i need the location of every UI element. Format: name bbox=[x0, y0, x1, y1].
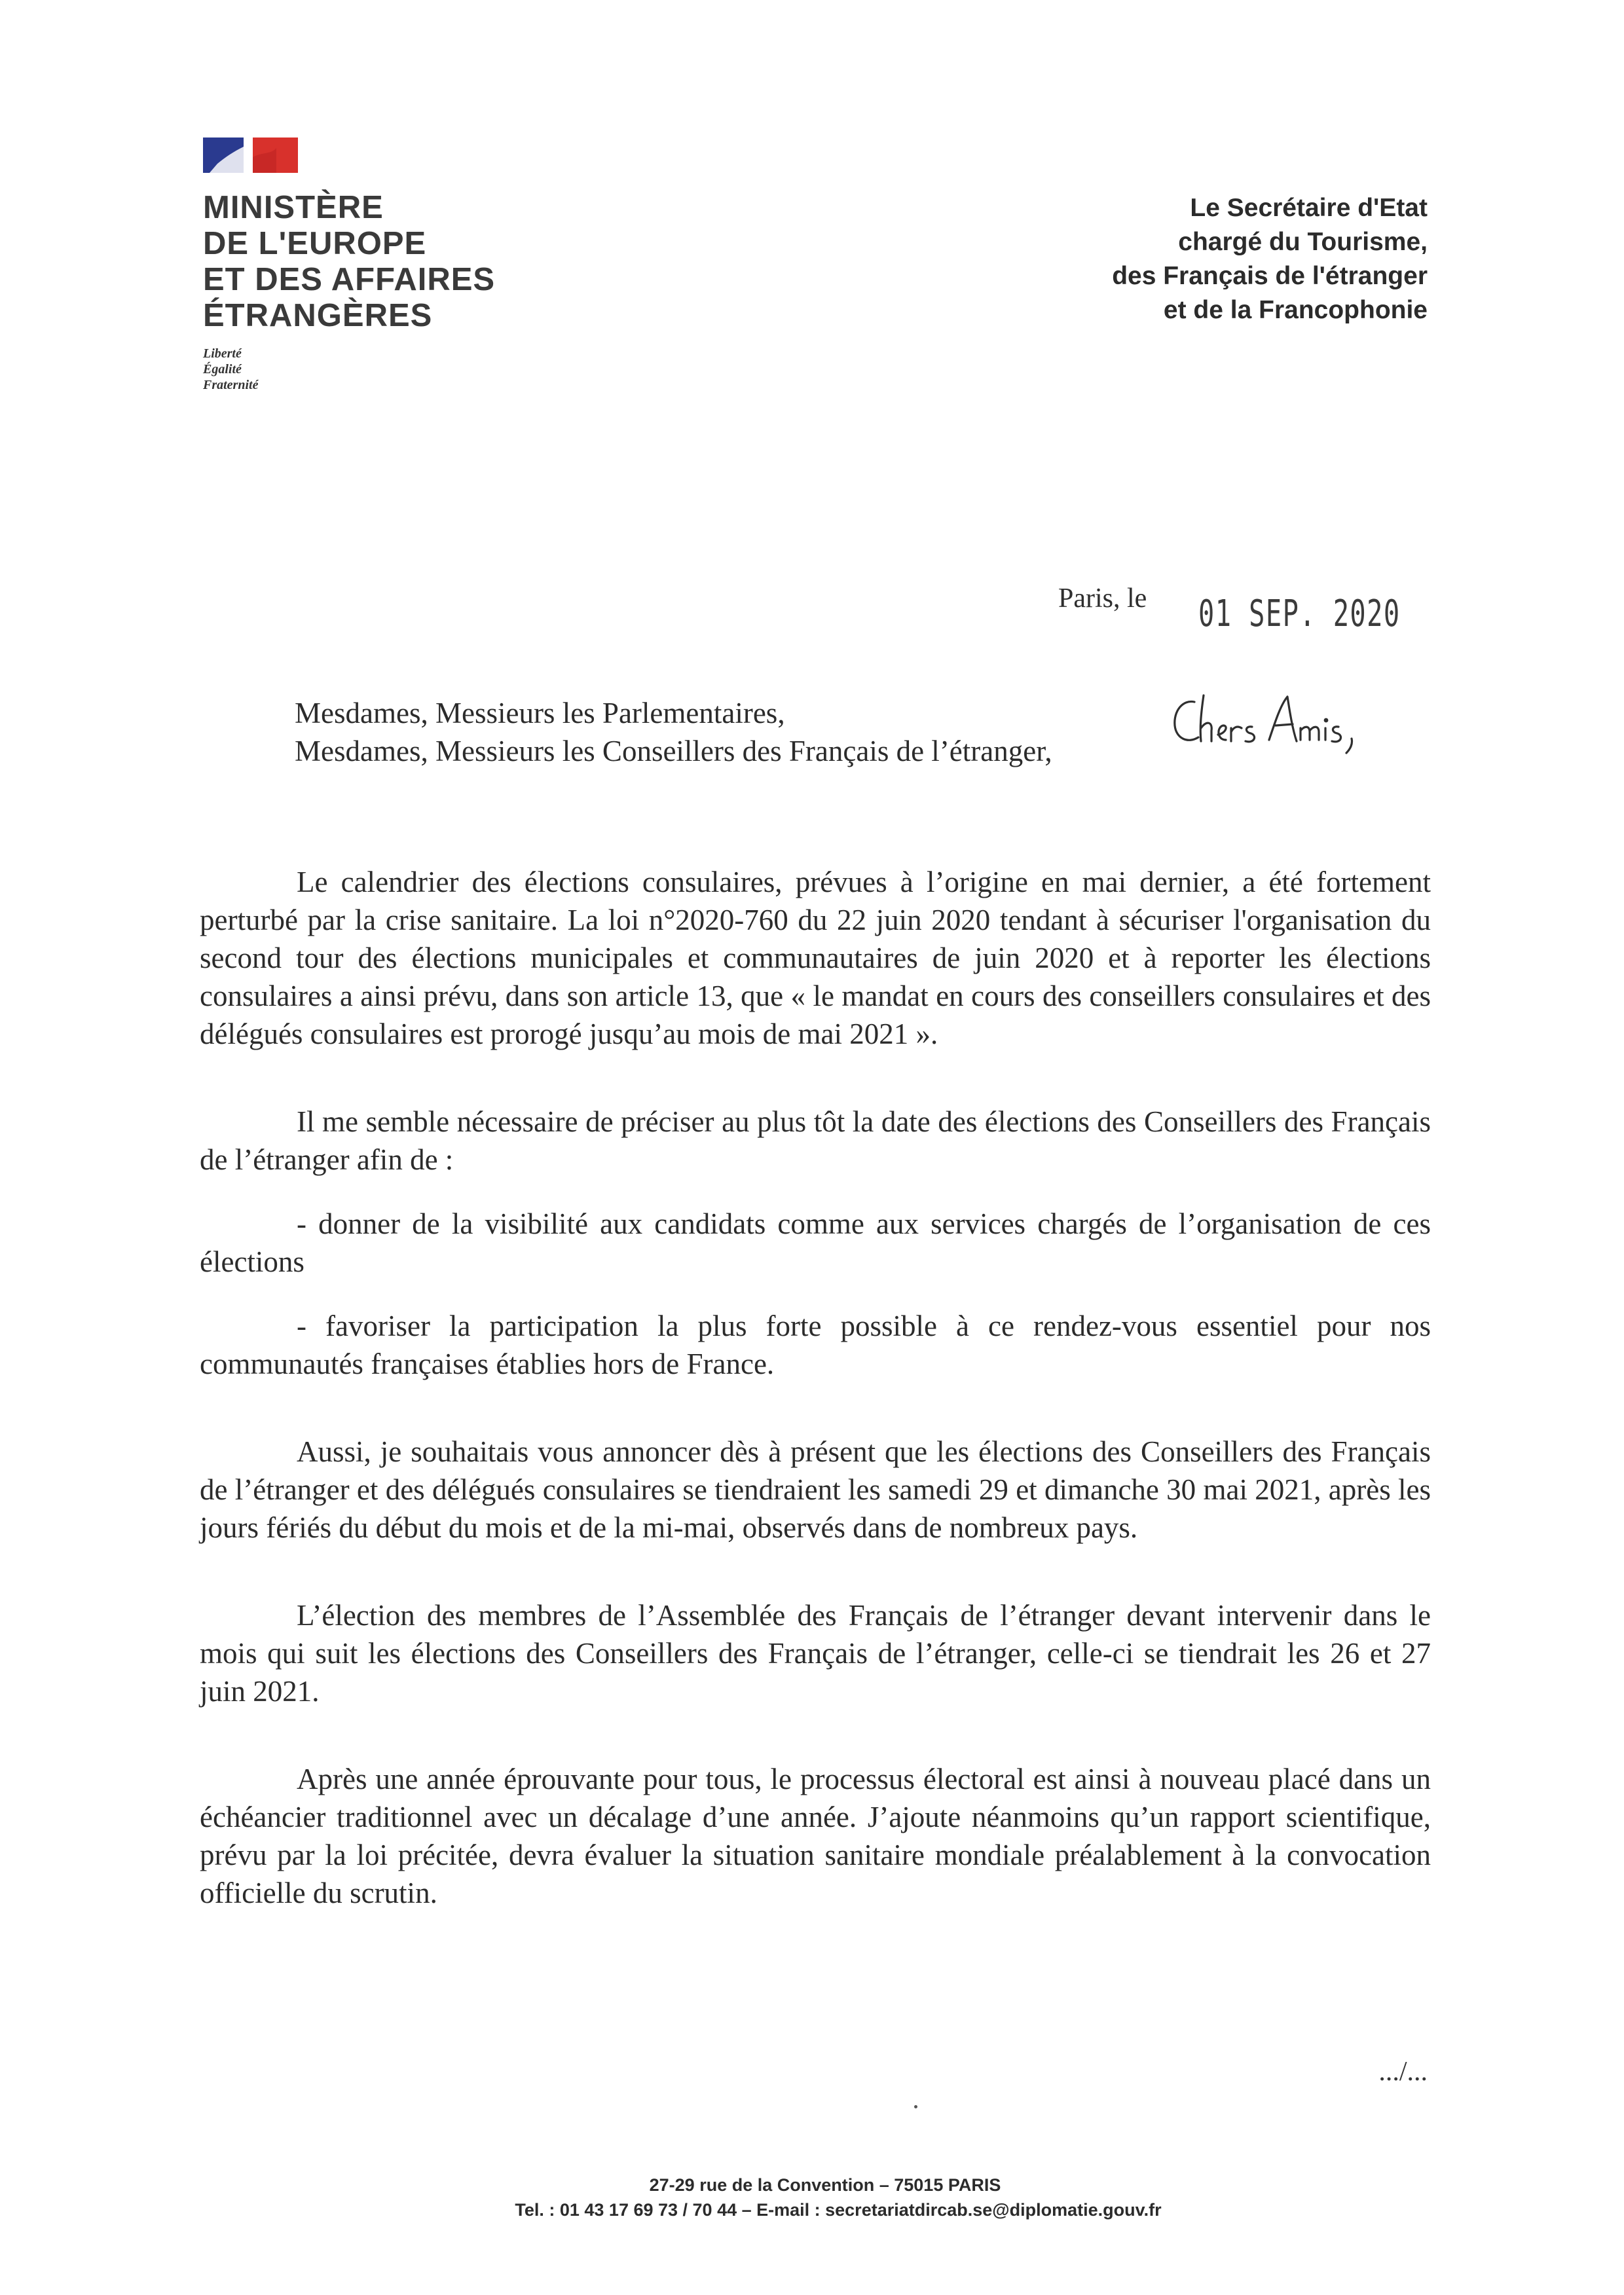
ministry-name-line: ÉTRANGÈRES bbox=[203, 298, 433, 333]
ministry-name-line: DE L'EUROPE bbox=[203, 226, 427, 261]
ministry-logo bbox=[203, 138, 544, 393]
motto-line: Liberté bbox=[203, 346, 242, 361]
footer-contact: Tel. : 01 43 17 69 73 / 70 44 – E-mail : secretariatdircab.se@diplomatie.gouv.fr bbox=[515, 2200, 1162, 2220]
body-paragraph: Le calendrier des élections consulaires, prévues à l’origine en mai dernier, a été fortement perturbé par la crise sanitaire. La loi n°2020-760 du 22 juin 2020 tendant à sécuriser l'organisation du second tour des élections municipales et communautaires de juin 2020 et à reporter les élections consulaires a ainsi prévu, dans son article 13, que « le mandat en cours des conseillers consulaires et des délégués consulaires est prorogé jusqu’au mois de mai 2021 ». bbox=[200, 866, 1431, 1050]
body-bullet: - favoriser la participation la plus forte possible à ce rendez-vous essentiel pour nos communautés françaises établies hors de France. bbox=[200, 1310, 1431, 1380]
marianne-flag-icon bbox=[203, 138, 298, 173]
sender-line: Le Secrétaire d'Etat bbox=[1190, 194, 1428, 222]
handwritten-salutation bbox=[1166, 688, 1375, 760]
recipient-line: Mesdames, Messieurs les Conseillers des Français de l’étranger, bbox=[295, 735, 1052, 767]
footer-address: 27-29 rue de la Convention – 75015 PARIS bbox=[649, 2175, 1001, 2195]
date-stamp: 01 SEP. 2020 bbox=[1198, 593, 1401, 635]
ministry-name-line: MINISTÈRE bbox=[203, 190, 384, 225]
scan-speck bbox=[914, 2105, 917, 2108]
sender-line: et de la Francophonie bbox=[1163, 296, 1428, 324]
recipients bbox=[295, 694, 1052, 770]
sender-title bbox=[1112, 191, 1428, 327]
republic-motto bbox=[203, 346, 544, 393]
body-paragraph: Il me semble nécessaire de préciser au plus tôt la date des élections des Conseillers des Français de l’étranger afin de : bbox=[200, 1105, 1431, 1176]
ministry-name-line: ET DES AFFAIRES bbox=[203, 262, 496, 297]
continuation-mark: .../... bbox=[1378, 2057, 1428, 2087]
body-paragraph: Après une année éprouvante pour tous, le processus électoral est ainsi à nouveau placé dans un échéancier traditionnel avec un décalage d’une année. J’ajoute néanmoins qu’un rapport scientifique, prévu par la loi précitée, devra évaluer la situation sanitaire mondiale préalablement à la convocation officielle du scrutin. bbox=[200, 1763, 1431, 1909]
body-paragraph: L’élection des membres de l’Assemblée des Français de l’étranger devant intervenir dans le mois qui suit les élections des Conseillers des Français de l’étranger, celle-ci se tiendrait les 26 et 27 juin 2021. bbox=[200, 1599, 1431, 1708]
sender-line: des Français de l'étranger bbox=[1112, 262, 1428, 290]
recipient-line: Mesdames, Messieurs les Parlementaires, bbox=[295, 697, 785, 729]
footer bbox=[0, 2173, 1624, 2222]
body-paragraph: Aussi, je souhaitais vous annoncer dès à présent que les élections des Conseillers des Français de l’étranger et des délégués consulaires se tiendraient les samedi 29 et dimanche 30 mai 2021, après les jours fériés du début du mois et de la mi-mai, observés dans de nombreux pays. bbox=[200, 1435, 1431, 1544]
letter-body bbox=[200, 863, 1431, 1912]
motto-line: Égalité bbox=[203, 362, 242, 376]
ministry-name bbox=[203, 190, 544, 334]
date-place: Paris, le bbox=[1058, 583, 1147, 614]
motto-line: Fraternité bbox=[203, 378, 259, 392]
sender-line: chargé du Tourisme, bbox=[1178, 228, 1428, 256]
body-bullet: - donner de la visibilité aux candidats comme aux services chargés de l’organisation de ces élections bbox=[200, 1207, 1431, 1278]
